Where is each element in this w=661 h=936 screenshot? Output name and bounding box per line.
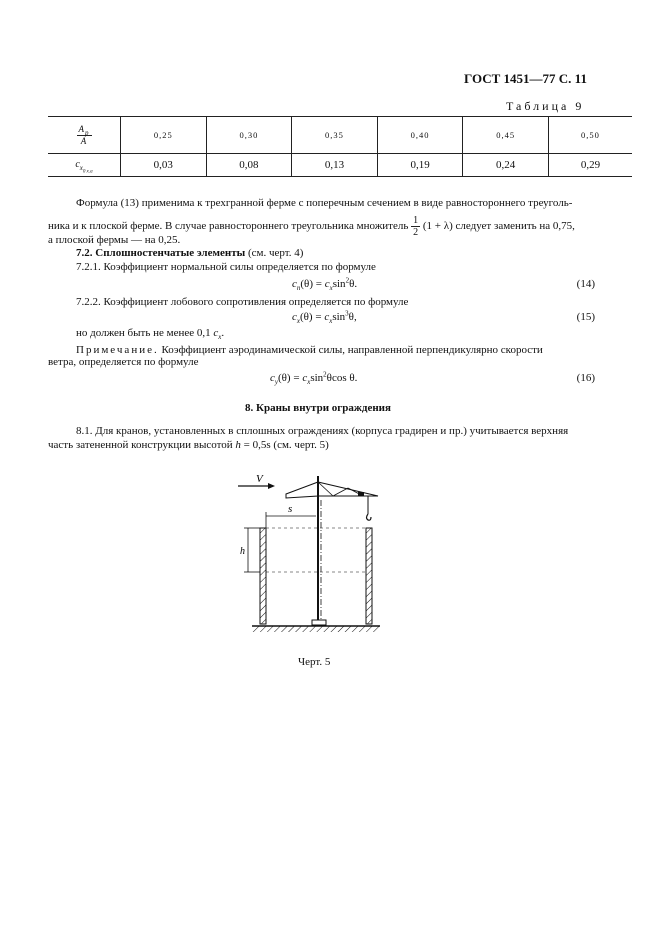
table-cell: 0,25 xyxy=(121,117,207,154)
crane-jib xyxy=(318,482,378,496)
right-wall xyxy=(366,528,372,624)
table-cell: 0,30 xyxy=(206,117,292,154)
table-cell: 0,24 xyxy=(463,154,549,177)
label-h: h xyxy=(240,546,245,557)
arrow-head-icon xyxy=(268,483,275,489)
crane-counter-jib xyxy=(286,482,318,498)
table-cell: 0,35 xyxy=(292,117,378,154)
table-cell: 0,45 xyxy=(463,117,549,154)
page-header: ГОСТ 1451—77 С. 11 xyxy=(464,71,587,86)
paragraph-line: но должен быть не менее 0,1 $c_x$. xyxy=(76,327,225,342)
row-label-cx: $c_{x_{0 х.а}}$ xyxy=(48,154,121,177)
fraction-one-half: $\frac{1}{2}$ xyxy=(413,215,419,238)
paragraph-line: 8.1. Для кранов, установленных в сплошных ограждениях (корпуса градирен и пр.) учитывается верхняя xyxy=(76,425,569,437)
label-v: V xyxy=(256,473,263,485)
ground-hatch xyxy=(252,626,380,632)
paragraph-line: 7.2.2. Коэффициент лобового сопротивления определяется по формуле xyxy=(76,296,409,308)
paragraph-line: часть затененной конструкции высотой h = 0,5s (см. черт. 5) xyxy=(48,439,329,451)
section-7-2-heading: 7.2. Сплошностенчатые элементы (см. черт. 4) xyxy=(76,247,304,259)
paragraph-line: ника и к плоской ферме. В случае равностороннего треугольника множитель $\frac{1}{2}$ (1 + λ) следует заменить на 0,75, xyxy=(48,215,575,238)
table-cell: 0,40 xyxy=(377,117,463,154)
left-wall xyxy=(260,528,266,624)
table-cell: 0,13 xyxy=(292,154,378,177)
row-label-ap-a: $\frac{A_p}{A}$ xyxy=(48,117,121,154)
formula-15: $c_x(\theta) = c_x\sin^3\theta$, xyxy=(292,309,357,326)
table-cell: 0,08 xyxy=(206,154,292,177)
paragraph-line: а плоской фермы — на 0,25. xyxy=(48,234,181,246)
figure-crane-in-enclosure xyxy=(238,470,408,650)
table-cell: 0,50 xyxy=(548,117,632,154)
paragraph-line: Формула (13) применима к трехгранной ферме с поперечным сечением в виде равностороннего треуголь- xyxy=(76,197,573,209)
table-row xyxy=(48,117,632,154)
note-line: Примечание. Коэффициент аэродинамической силы, направленной перпендикулярно скорости xyxy=(76,344,543,356)
formula-number: (15) xyxy=(576,311,595,323)
trolley xyxy=(358,492,364,496)
table-cell: 0,03 xyxy=(121,154,207,177)
label-s: s xyxy=(288,503,293,515)
table-row xyxy=(48,154,632,177)
table-cell: 0,19 xyxy=(377,154,463,177)
table-9 xyxy=(48,116,632,177)
crane-base xyxy=(312,620,326,625)
note-line: ветра, определяется по формуле xyxy=(48,356,199,368)
formula-number: (16) xyxy=(576,372,595,384)
paragraph-line: 7.2.1. Коэффициент нормальной силы определяется по формуле xyxy=(76,261,376,273)
formula-number: (14) xyxy=(576,278,595,290)
section-8-heading: 8. Краны внутри ограждения xyxy=(245,402,391,414)
figure-caption: Черт. 5 xyxy=(298,656,331,668)
formula-14: $c_n(\theta) = c_x\sin^2\theta$. xyxy=(292,276,358,293)
hook-icon xyxy=(367,514,372,520)
formula-16: $c_y(\theta) = c_x\sin^2\theta\cos$ θ. xyxy=(270,370,358,387)
table-cell: 0,29 xyxy=(548,154,632,177)
table-caption: Таблица 9 xyxy=(506,99,585,113)
